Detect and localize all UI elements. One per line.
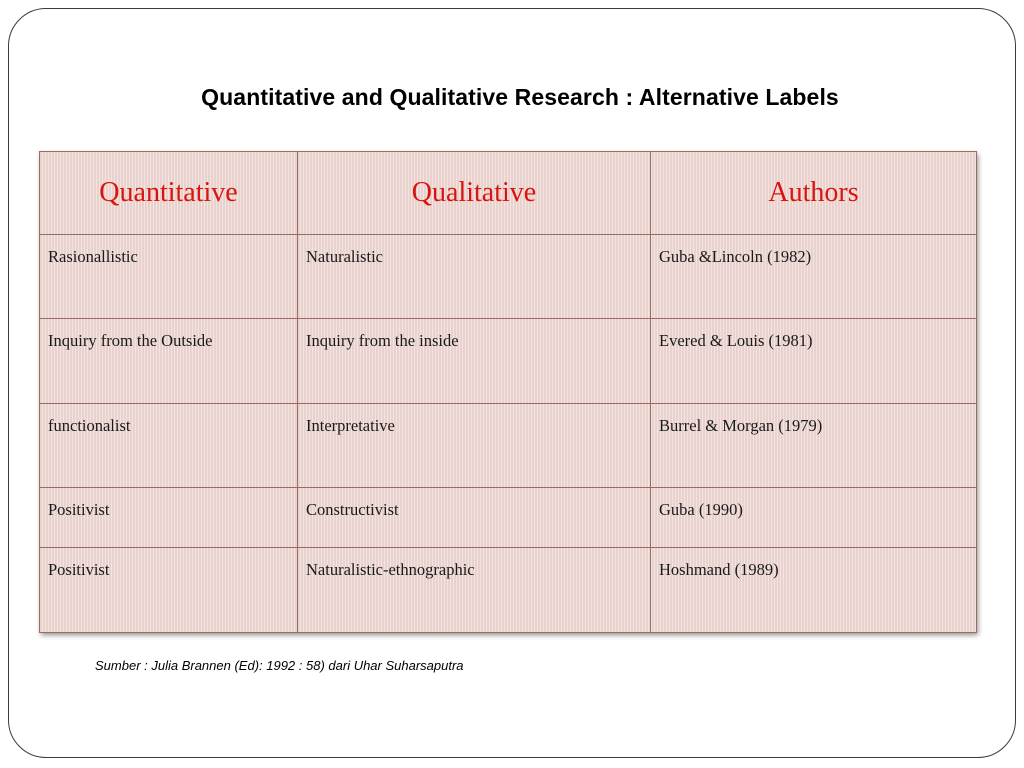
table-row [40,548,977,633]
table-row [40,488,977,548]
cell-authors: Hoshmand (1989) [651,548,977,633]
cell-qualitative: Interpretative [298,404,651,488]
labels-table [39,151,977,633]
cell-quantitative: Inquiry from the Outside [40,319,298,404]
cell-quantitative: functionalist [40,404,298,488]
table-row [40,235,977,319]
cell-qualitative: Inquiry from the inside [298,319,651,404]
cell-quantitative: Positivist [40,488,298,548]
cell-authors: Burrel & Morgan (1979) [651,404,977,488]
slide-title: Quantitative and Qualitative Research : Alternative Labels [201,84,839,110]
header-authors: Authors [651,152,977,235]
cell-quantitative: Positivist [40,548,298,633]
cell-authors: Guba (1990) [651,488,977,548]
cell-qualitative: Constructivist [298,488,651,548]
cell-authors: Guba &Lincoln (1982) [651,235,977,319]
cell-qualitative: Naturalistic-ethnographic [298,548,651,633]
cell-quantitative: Rasionallistic [40,235,298,319]
labels-table-container [39,151,976,632]
cell-authors: Evered & Louis (1981) [651,319,977,404]
table-header-row [40,152,977,235]
header-quantitative: Quantitative [40,152,298,235]
header-qualitative: Qualitative [298,152,651,235]
source-note: Sumber : Julia Brannen (Ed): 1992 : 58) dari Uhar Suharsaputra [95,658,464,673]
table-row [40,404,977,488]
cell-qualitative: Naturalistic [298,235,651,319]
table-row [40,319,977,404]
